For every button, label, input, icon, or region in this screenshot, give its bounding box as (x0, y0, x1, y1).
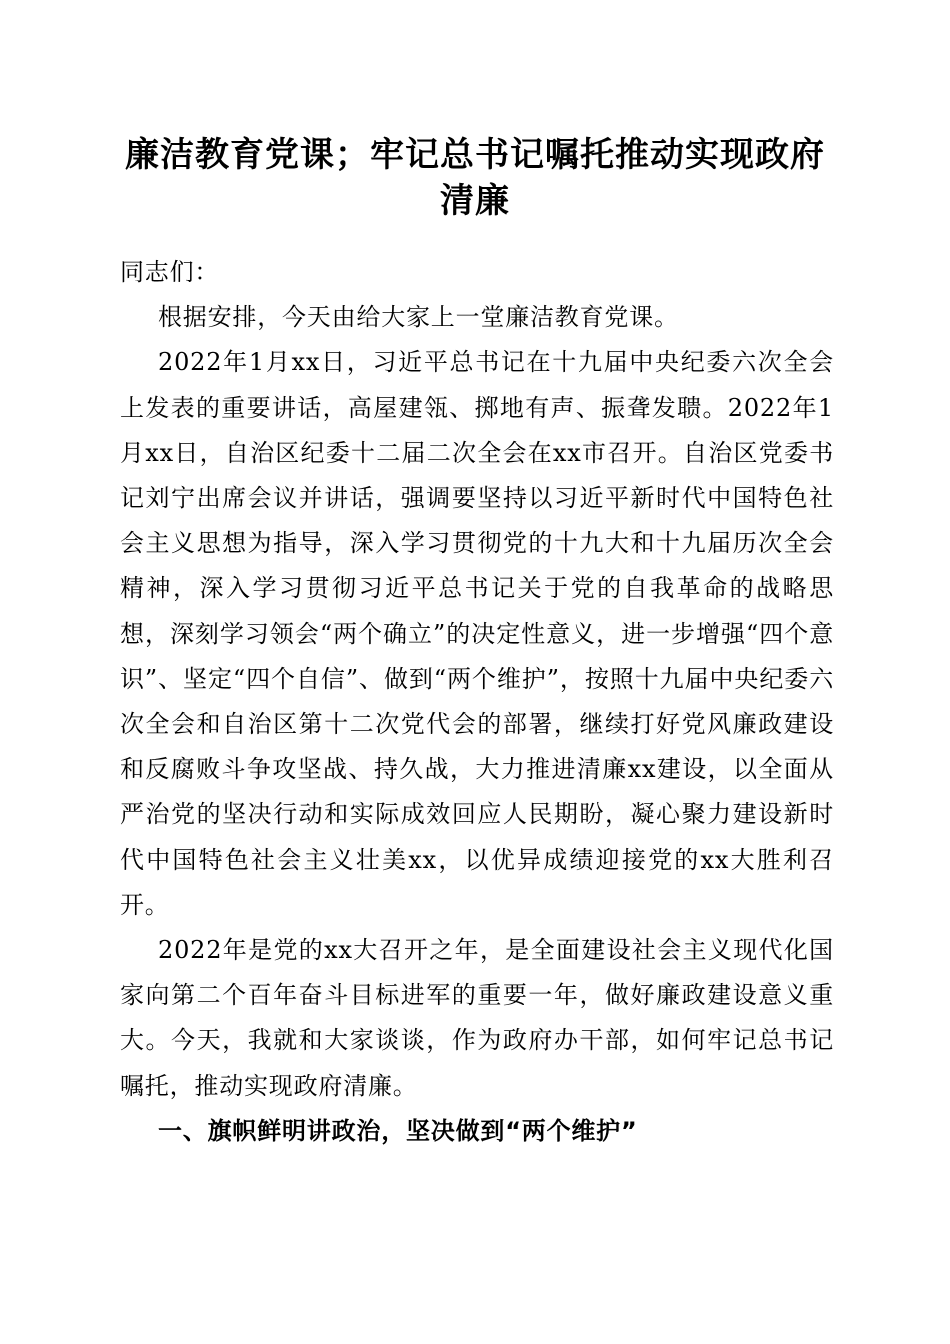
title-line-1: 廉洁教育党课；牢记总书记嘱托推动实现政府 (125, 135, 825, 175)
salutation: 同志们： (120, 258, 220, 286)
section-heading: 一、旗帜鲜明讲政治，坚决做到“两个维护” (158, 1116, 638, 1145)
paragraph-intro: 根据安排，今天由给大家上一堂廉洁教育党课。 (158, 303, 679, 332)
paragraph-significance: 2022年是党的xx大召开之年，是全面建设社会主义现代化国家向第二个百年奋斗目标进军的重要一年，做好廉政建设意义重大。今天，我就和大家谈谈，作为政府办干部，如何牢记总书记嘱托，推动实现政府清廉。 (120, 936, 834, 1100)
paragraph-background: 2022年1月xx日，习近平总书记在十九届中央纪委六次全会上发表的重要讲话，高屋建瓴、掷地有声、振聋发聩。2022年1月xx日，自治区纪委十二届二次全会在xx市召开。自治区党委书记刘宁出席会议并讲话，强调要坚持以习近平新时代中国特色社会主义思想为指导，深入学习贯彻党的十九大和十九届历次全会精神，深入学习贯彻习近平总书记关于党的自我革命的战略思想，深刻学习领会“两个确立”的决定性意义，进一步增强“四个意识”、坚定“四个自信”、做到“两个维护”，按照十九届中央纪委六次全会和自治区第十二次党代会的部署，继续打好党风廉政建设和反腐败斗争攻坚战、持久战，大力推进清廉xx建设，以全面从严治党的坚决行动和实际成效回应人民期盼，凝心聚力建设新时代中国特色社会主义壮美xx，以优异成绩迎接党的xx大胜利召开。 (120, 348, 834, 919)
document-body (120, 250, 834, 1154)
title-line-2: 清廉 (440, 181, 510, 221)
document-title (100, 132, 850, 224)
